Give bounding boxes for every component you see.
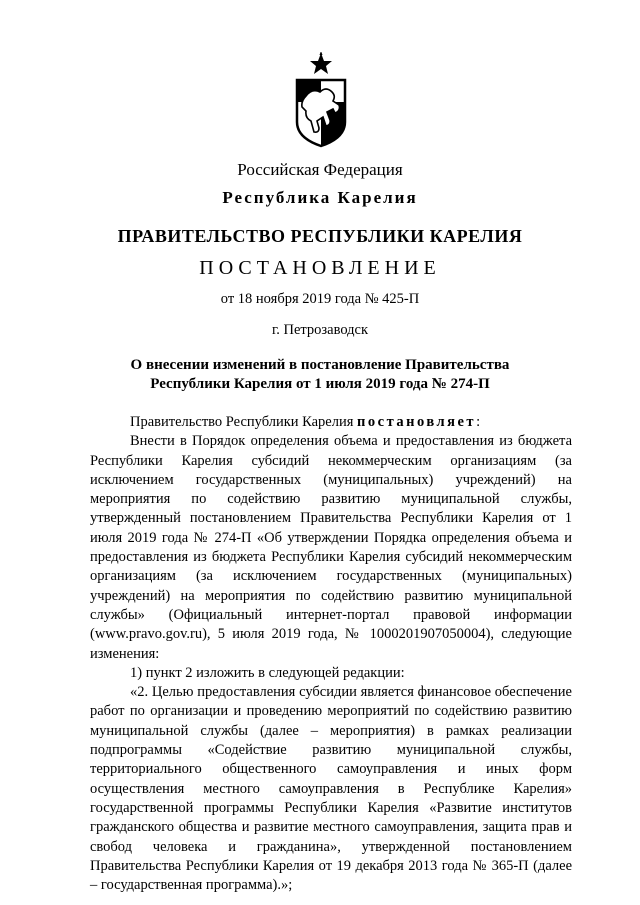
body-paragraph-2: 1) пункт 2 изложить в следующей редакции: [130, 664, 405, 681]
republic-name: Республика Карелия [222, 188, 418, 207]
intro-verb: постановляет [357, 414, 477, 430]
body-paragraph-3: «2. Целью предоставления субсидии является финансовое обеспечение работ по организации и проведению мероприятий по содействию развитию муниципальной службы (далее – мероприятия) в рамках реализации подпрограммы «Содействие развитию муниципальной службы, территориального общественного самоуправления и иных форм осуществления местного самоуправления в Республике Карелия» государственной программы Республики Карелия «Развитие институтов гражданского общества и развитие местного самоуправления, защита прав и свобод человека и гражданина», утвержденной постановлением Правительства Республики Карелия от 19 декабря 2013 года № 365-П (далее – государственная программа).»; [90, 684, 572, 894]
document-date-number: от 18 ноября 2019 года № 425-П [220, 291, 420, 307]
document-type: ПОСТАНОВЛЕНИЕ [199, 257, 441, 279]
subject-line-2: Республики Карелия от 1 июля 2019 года № 274-П [150, 376, 490, 392]
intro-suffix: : [476, 414, 481, 430]
document-city: г. Петрозаводск [271, 322, 369, 338]
subject-line-1: О внесении изменений в постановление Правительства [130, 357, 510, 373]
intro-prefix: Правительство Республики Карелия [130, 414, 358, 430]
document-body [90, 413, 572, 895]
government-title: ПРАВИТЕЛЬСТВО РЕСПУБЛИКИ КАРЕЛИЯ [117, 226, 523, 246]
body-paragraph-1: Внести в Порядок определения объема и предоставления из бюджета Республики Карелия субсидий некоммерческим организациям (за исключением государственных (муниципальных) учреждений) на мероприятия по содействию развитию муниципальной службы, утвержденный постановлением Правительства Республики Карелия от 1 июля 2019 года № 274-П «Об утверждении Порядка определения объема и предоставления из бюджета Республики Карелия субсидий некоммерческим организациям (за исключением государственных (муниципальных) учреждений) на мероприятия по содействию развитию муниципальной службы» (Официальный интернет-портал правовой информации (www.pravo.gov.ru), 5 июля 2019 года, № 1000201907050004), следующие изменения: [90, 433, 572, 662]
resolution-intro [90, 413, 572, 432]
document-subject [0, 356, 640, 394]
country-name: Российская Федерация [237, 160, 403, 179]
karelia-coat-of-arms-icon [292, 52, 350, 148]
